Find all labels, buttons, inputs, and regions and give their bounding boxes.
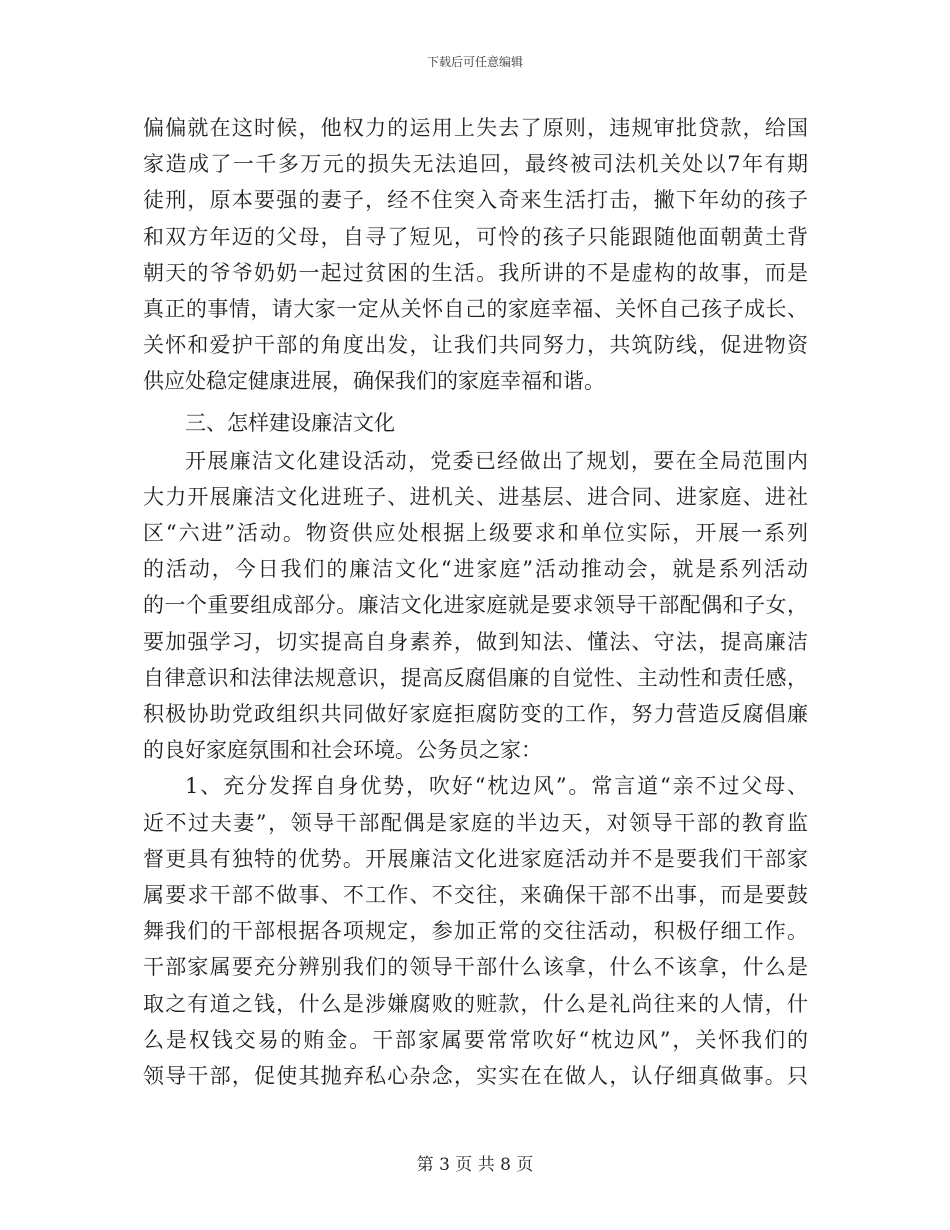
text-line: 家造成了一千多万元的损失无法追回，最终被司法机关处以7年有期 (143, 152, 808, 177)
text-line: 积极协助党政组织共同做好家庭拒腐防变的工作，努力营造反腐倡廉 (143, 702, 808, 726)
document-body (143, 110, 808, 1094)
page-header: 下载后可任意编辑 (426, 55, 523, 69)
text-line: 要加强学习，切实提高自身素养，做到知法、懂法、守法，提高廉洁 (143, 629, 808, 654)
text-line: 的良好家庭氛围和社会环境。公务员之家： (143, 738, 542, 763)
text-line: 领导干部，促使其抛弃私心杂念，实实在在做人，认仔细真做事。只 (143, 1063, 808, 1088)
text-line: 自律意识和法律法规意识，提高反腐倡廉的自觉性、主动性和责任感， (143, 665, 808, 690)
text-line: 关怀和爱护干部的角度出发，让我们共同努力，共筑防线，促进物资 (143, 333, 808, 358)
text-line: 属要求干部不做事、不工作、不交往，来确保干部不出事，而是要鼓 (143, 882, 808, 907)
text-line: 的一个重要组成部分。廉洁文化进家庭就是要求领导干部配偶和子女， (143, 593, 808, 618)
text-line: 督更具有独特的优势。开展廉洁文化进家庭活动并不是要我们干部家 (143, 846, 808, 871)
page-number-footer: 第 3 页 共 8 页 (416, 1155, 534, 1175)
text-line: 区“六进”活动。物资供应处根据上级要求和单位实际，开展一系列 (143, 521, 808, 546)
text-line: 取之有道之钱，什么是涉嫌腐败的赃款，什么是礼尚往来的人情，什 (143, 991, 808, 1016)
text-line: 朝天的爷爷奶奶一起过贫困的生活。我所讲的不是虚构的故事，而是 (143, 260, 808, 285)
text-line: 徒刑，原本要强的妻子，经不住突入奇来生活打击，撇下年幼的孩子 (143, 188, 808, 213)
text-line: 近不过夫妻”，领导干部配偶是家庭的半边天，对领导干部的教育监 (143, 810, 808, 835)
text-line: 的活动，今日我们的廉洁文化“进家庭”活动推动会，就是系列活动 (143, 557, 808, 582)
text-line: 偏偏就在这时候，他权力的运用上失去了原则，违规审批贷款，给国 (143, 116, 808, 140)
text-line: 么是权钱交易的贿金。干部家属要常常吹好“枕边风”，关怀我们的 (143, 1027, 808, 1052)
text-line: 和双方年迈的父母，自寻了短见，可怜的孩子只能跟随他面朝黄土背 (143, 224, 808, 249)
text-line: 大力开展廉洁文化进班子、进机关、进基层、进合同、进家庭、进社 (143, 484, 808, 509)
section-heading: 三、怎样建设廉洁文化 (185, 410, 395, 435)
text-line: 干部家属要充分辨别我们的领导干部什么该拿，什么不该拿，什么是 (143, 955, 808, 980)
text-line: 真正的事情，请大家一定从关怀自己的家庭幸福、关怀自己孩子成长、 (143, 296, 808, 321)
text-line: 开展廉洁文化建设活动，党委已经做出了规划，要在全局范围内 (185, 448, 808, 473)
text-line: 舞我们的干部根据各项规定，参加正常的交往活动，积极仔细工作。 (143, 919, 808, 944)
text-line: 1、充分发挥自身优势，吹好“枕边风”。常言道“亲不过父母、 (185, 774, 808, 799)
text-line: 供应处稳定健康进展，确保我们的家庭幸福和谐。 (143, 369, 605, 394)
